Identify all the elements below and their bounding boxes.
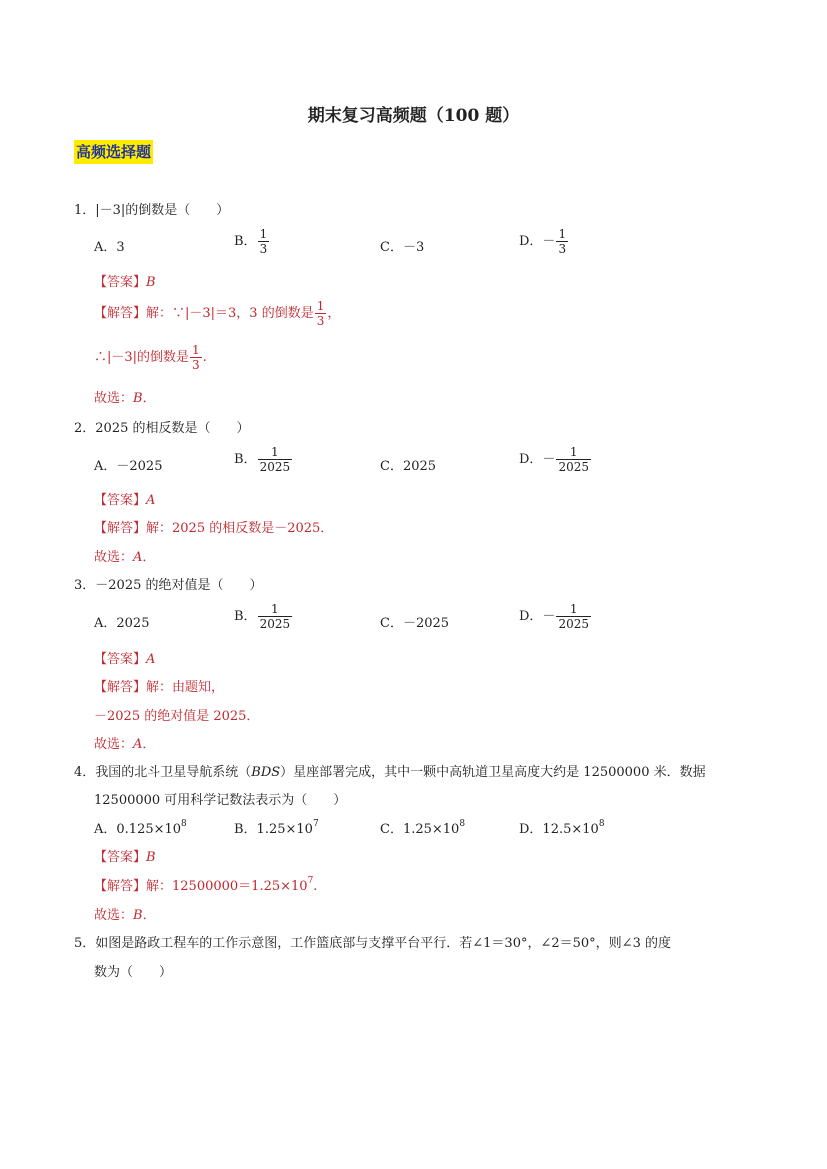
q1-solution-line-1: 【解答】解：∵|－3|＝3，3 的倒数是 $\frac{1}{3}$ ， (94, 299, 341, 328)
q2-option-c: C．2025 (380, 459, 437, 474)
question-3-stem: 3．－2025 的绝对值是（ ） (74, 578, 263, 593)
q1-option-c: C．－3 (380, 240, 425, 255)
question-4-stem-line-2: 12500000 可用科学记数法表示为（ ） (94, 793, 347, 808)
q3-option-a: A．2025 (94, 616, 150, 631)
q2-answer: 【答案】A (94, 493, 156, 508)
q4-option-a: A．$0.125\times 10^8$ (94, 818, 187, 837)
q2-option-d: D．－ $\frac{1}{2025}$ (519, 445, 589, 474)
q3-choice: 故选：A． (94, 737, 156, 752)
q3-option-b: B． $\frac{1}{2025}$ (234, 602, 291, 631)
q1-option-b: B． $\frac{1}{3}$ (234, 227, 268, 256)
q4-answer: 【答案】B (94, 850, 156, 865)
q2-solution-line-1: 【解答】解：2025 的相反数是－2025． (94, 521, 334, 536)
q4-option-c: C．$1.25\times 10^8$ (380, 818, 466, 837)
q2-choice: 故选：A． (94, 550, 156, 565)
q3-option-c: C．－2025 (380, 616, 450, 631)
page-title: 期末复习高频题（100 题） (307, 106, 520, 126)
q3-answer: 【答案】A (94, 652, 156, 667)
q4-solution-line-1: 【解答】解：$12500000=1.25\times 10^7$. (94, 875, 318, 894)
q3-solution-line-2: －2025 的绝对值是 2025． (94, 709, 260, 724)
fraction: $\frac{1}{3}$ (558, 227, 567, 256)
fraction: $\frac{1}{3}$ (316, 299, 325, 328)
q2-option-a: A．－2025 (94, 459, 163, 474)
fraction: $\frac{1}{2025}$ (259, 445, 291, 474)
q2-option-b: B． $\frac{1}{2025}$ (234, 445, 291, 474)
question-5-stem-line-1: 5．如图是路政工程车的工作示意图，工作篮底部与支撑平台平行．若∠1＝30°，∠2＝50°，则∠3 的度 (74, 936, 671, 951)
q1-option-d: D．－ $\frac{1}{3}$ (519, 227, 567, 256)
q1-solution-line-2: ∴|－3|的倒数是 $\frac{1}{3}$ . (94, 343, 207, 372)
fraction: $\frac{1}{3}$ (192, 343, 200, 372)
fraction: $\frac{1}{2025}$ (558, 445, 589, 474)
q4-choice: 故选：B． (94, 908, 156, 923)
q4-option-d: D．$12.5\times 10^8$ (519, 818, 605, 837)
fraction: $\frac{1}{2025}$ (558, 602, 589, 631)
section-heading: 高频选择题 (74, 140, 153, 164)
q1-option-a: A．3 (94, 240, 125, 255)
q3-option-d: D．－ $\frac{1}{2025}$ (519, 602, 589, 631)
question-5-stem-line-2: 数为（ ） (94, 965, 173, 980)
q4-option-b: B．$1.25\times 10^7$ (234, 818, 319, 837)
fraction: $\frac{1}{3}$ (259, 227, 268, 256)
question-1-stem: 1．|－3|的倒数是（ ） (74, 203, 230, 218)
question-2-stem: 2．2025 的相反数是（ ） (74, 421, 250, 436)
q1-choice: 故选：B． (94, 391, 156, 406)
question-4-stem-line-1: 4．我国的北斗卫星导航系统（BDS）星座部署完成，其中一颗中高轨道卫星高度大约是 12500000 米．数据 (74, 765, 706, 780)
q1-answer: 【答案】B (94, 275, 156, 290)
q3-solution-line-1: 【解答】解：由题知， (94, 680, 225, 695)
fraction: $\frac{1}{2025}$ (259, 602, 291, 631)
